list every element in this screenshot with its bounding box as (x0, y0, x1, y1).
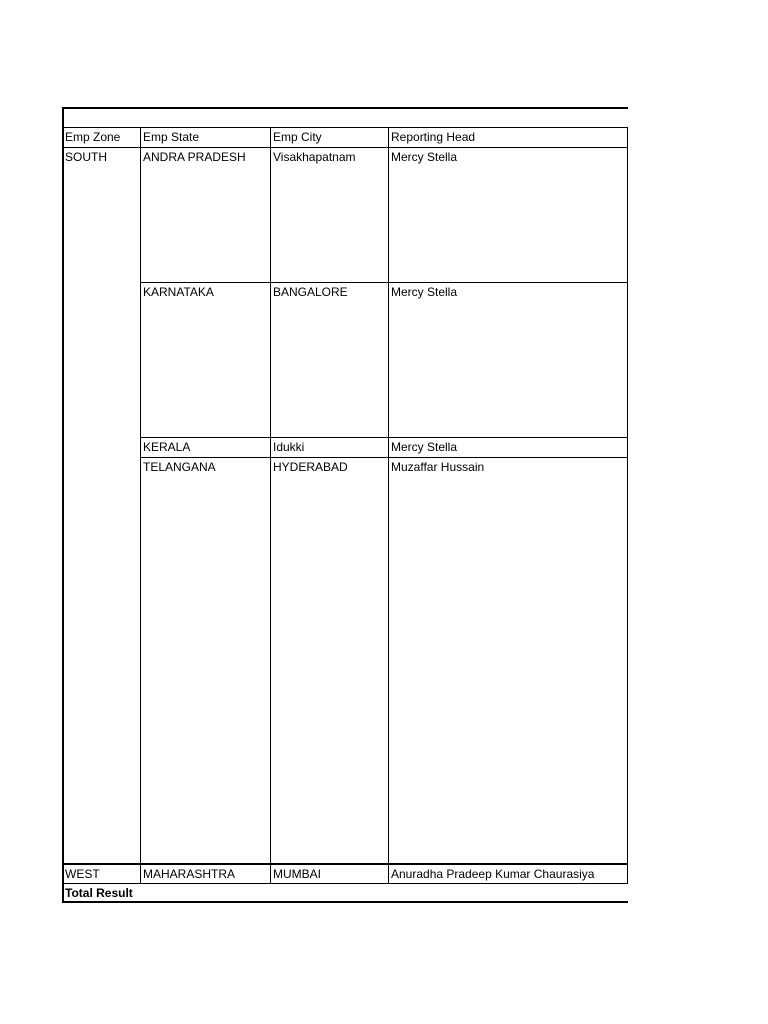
head-cell: Mercy Stella (391, 440, 458, 454)
state-cell: ANDRA PRADESH (143, 150, 246, 164)
city-cell: BANGALORE (273, 285, 348, 299)
head-cell: Anuradha Pradeep Kumar Chaurasiya (391, 867, 595, 881)
total-top-border (62, 883, 628, 884)
state-cell: KERALA (143, 440, 191, 454)
zone-cell: WEST (65, 867, 100, 881)
top-border (62, 107, 628, 109)
row-divider (141, 437, 628, 438)
column-divider (388, 127, 389, 884)
state-cell: MAHARASHTRA (143, 867, 236, 881)
zone-cell: SOUTH (65, 150, 107, 164)
header-emp-zone: Emp Zone (65, 130, 121, 144)
row-divider (141, 282, 628, 283)
head-cell: Mercy Stella (391, 285, 458, 299)
right-border (627, 127, 628, 884)
state-cell: TELANGANA (143, 460, 216, 474)
head-cell: Muzaffar Hussain (391, 460, 485, 474)
zone-divider (62, 863, 628, 865)
header-top-border (62, 127, 628, 128)
city-cell: Idukki (273, 440, 305, 454)
city-cell: HYDERABAD (273, 460, 348, 474)
left-border (62, 107, 64, 903)
total-result-label: Total Result (65, 886, 133, 900)
state-cell: KARNATAKA (143, 285, 214, 299)
head-cell: Mercy Stella (391, 150, 458, 164)
header-bottom-border (62, 147, 628, 148)
column-divider (270, 127, 271, 884)
bottom-border (62, 901, 628, 903)
header-emp-city: Emp City (273, 130, 322, 144)
header-emp-state: Emp State (143, 130, 200, 144)
column-divider (140, 127, 141, 884)
row-divider (141, 457, 628, 458)
city-cell: Visakhapatnam (273, 150, 356, 164)
header-reporting-head: Reporting Head (391, 130, 476, 144)
city-cell: MUMBAI (273, 867, 321, 881)
